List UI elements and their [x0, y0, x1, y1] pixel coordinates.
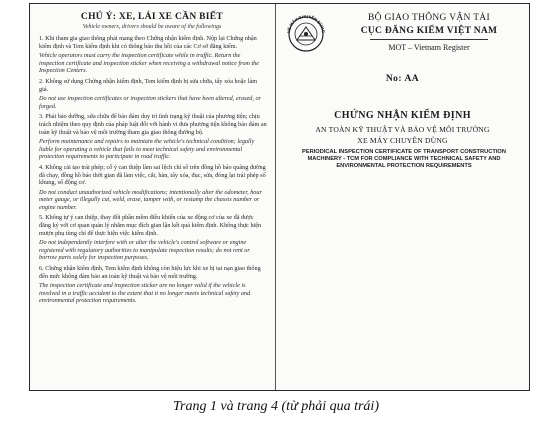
note-item	[39, 265, 267, 305]
note-text-vi: 5. Không tự ý can thiệp, thay đổi phần mềm điều khiển của xe động cơ của xe đã được đăng ký với cơ quan quản lý nhằm mục đích gian lận kết quả kiểm định. Không thực hiện mượn phụ tùng chỉ để thực hiện việc kiểm định.	[39, 214, 262, 237]
note-text-vi: 4. Không cải tạo trái phép; cố ý can thiệp làm sai lệch chỉ số trên đồng hồ báo quãng đường đã chạy, đồng hồ báo thời gian đã làm việc, cắt, hàn, tẩy xóa, đục, sửa, đóng lại trái phép số khung, số động cơ.	[39, 163, 266, 187]
note-text-en: Do not conduct unauthorized vehicle modifications; intentionally alter the odometer, hour meter gauge, or illegally cut, weld, erase, tamper with, or restamp the chassis number or engine number.	[39, 188, 262, 211]
note-item	[39, 164, 267, 212]
note-item	[39, 35, 267, 75]
note-text-vi: 2. Không sử dụng Chứng nhận kiểm định, Tem kiểm định bị sửa chữa, tẩy xóa hoặc làm giả.	[39, 77, 258, 93]
note-item	[39, 78, 267, 110]
agency-name-en: MOT – Vietnam Register	[388, 43, 470, 52]
agency-underline	[370, 39, 488, 40]
certificate-number: No: AA	[385, 74, 420, 84]
page-1	[276, 4, 529, 390]
certificate-subtitle-line1: AN TOÀN KỸ THUẬT VÀ BẢO VỆ MÔI TRƯỜNG	[315, 125, 490, 134]
figure-caption: Trang 1 và trang 4 (từ phải qua trái)	[173, 399, 379, 414]
note-text-vi: 3. Phải bảo dưỡng, sửa chữa để bảo đảm duy trì tình trạng kỹ thuật của phương tiện; chịu trách nhiệm theo quy định của pháp luật đối với hành vi đưa phương tiện không bảo đảm an toàn kỹ thuật và bảo vệ môi trường tham gia giao thông đường bộ.	[39, 113, 267, 136]
notes-subtitle: Vehicle owners, drivers should be aware of the followings	[82, 24, 222, 30]
note-text-en: Vehicle operators must carry the inspection certificate while in traffic. Return the inspection certificate and inspection sticker when receiving a withdrawal notice from the Inspection Centers.	[39, 52, 260, 75]
agency-name: CỤC ĐĂNG KIỂM VIỆT NAM	[360, 26, 498, 36]
certificate-subtitle-line2: XE MÁY CHUYÊN DÙNG	[357, 136, 448, 145]
certificate-title: CHỨNG NHẬN KIỂM ĐỊNH	[334, 110, 471, 121]
note-item	[39, 214, 267, 262]
note-text-vi: 1. Khi tham gia giao thông phải mang theo Chứng nhận kiểm định. Nộp lại Chứng nhận kiểm định và Tem kiểm định khi có thông báo thu hồi của các Cơ sở đăng kiểm.	[39, 35, 257, 50]
certificate-title-en: PERIODICAL INSPECTION CERTIFICATE OF TRANSPORT CONSTRUCTION MACHINERY - TCM FOR COMPLIANCE WITH TECHNICAL SAFETY AND ENVIRONMENTAL PROTECTION REQUIREMENTS	[302, 149, 506, 170]
page-4	[30, 4, 274, 390]
notes-list	[39, 35, 267, 308]
ministry-name: BỘ GIAO THÔNG VẬN TẢI	[368, 13, 490, 23]
certificate-spread	[29, 3, 530, 391]
logo-arc-text: VẺ MÁY CHUYÊN DÙNG	[285, 13, 327, 34]
note-text-en: The inspection certificate and inspection sticker are no longer valid if the vehicle is involved in a traffic accident to the extent that it no longer meets technical safety and environmental protection requirements.	[39, 282, 251, 305]
register-logo-icon	[284, 10, 328, 54]
note-text-vi: 6. Chứng nhận kiểm định, Tem kiểm định không còn hiệu lực khi xe bị tai nạn giao thông đến mức không đảm bảo an toàn kỹ thuật và bảo vệ môi trường.	[39, 265, 261, 280]
note-item	[39, 113, 267, 161]
note-text-en: Do not independently interfere with or alter the vehicle's control software or engine registered with regulatory authorities to manipulate inspection results; do not rent or borrow parts solely for inspection purposes.	[39, 239, 250, 262]
note-text-en: Do not use inspection certificates or inspection stickers that have been altered, erased, or forged.	[39, 95, 261, 110]
note-text-en: Perform maintenance and repairs to maintain the vehicle's technical condition; legally liable for operating a vehicle that fails to meet technical safety and environmental protection requirements to participate in road traffic.	[39, 138, 255, 161]
notes-title: CHÚ Ý: XE, LÁI XE CẦN BIẾT	[80, 12, 224, 22]
